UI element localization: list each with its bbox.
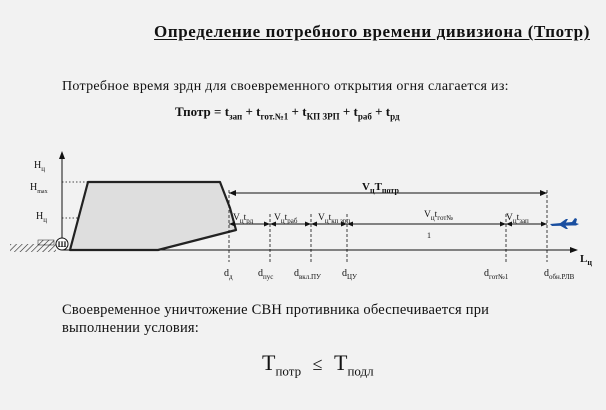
- formula-term: $t_{раб}$: [353, 104, 372, 122]
- intro-text: Потребное время зрдн для своевременного открытия огня слагается из:: [62, 79, 509, 94]
- distance-mark-d-d: $d_д$: [224, 268, 233, 281]
- segment-label-rab: $V_цt_{раб}$: [274, 213, 298, 225]
- condition-symbol: ≤: [312, 354, 323, 374]
- distance-mark-d-obn: $d_{обн.РЛВ}$: [544, 268, 575, 281]
- distance-mark-d-pus: $d_{пус}$: [258, 268, 274, 281]
- target-aircraft-icon: [550, 218, 579, 229]
- formula-term: $t_{рд}$: [385, 104, 400, 122]
- distance-mark-d-got1: $d_{гот№1}$: [484, 268, 509, 281]
- total-interval-label: $V_цT_{потр}$: [362, 181, 399, 195]
- axis-label-h-target: $H_ц$: [36, 211, 47, 224]
- slide-title: Определение потребного времени дивизиона (Тпотр): [154, 22, 590, 41]
- formula-term: $t_{КП ЗРП}$: [302, 104, 340, 122]
- formula-lhs: Тпотр: [175, 104, 211, 119]
- axis-label-h-top: $H_ц$: [34, 160, 45, 173]
- distance-mark-d-vkl-pu: $d_{вкл.ПУ}$: [294, 268, 321, 281]
- condition-right: $T_{подл}$: [333, 350, 374, 379]
- segment-note: 1: [427, 231, 431, 240]
- axis-label-l: $L_ц$: [580, 253, 592, 267]
- horizontal-axis-arrow: [570, 247, 578, 253]
- vertical-axis-arrow: [59, 151, 65, 159]
- total-interval-arrow-right: [540, 190, 547, 196]
- condition-left: $T_{потр}$: [262, 350, 302, 379]
- segment-label-kp-zrp: $V_цt_{кп зрп}$: [318, 213, 351, 225]
- segment-label-zap: $V_цt_{зап}$: [506, 213, 529, 225]
- segment-arrow-right: [541, 222, 547, 227]
- launcher-mark: Ш: [57, 240, 67, 249]
- segment-arrow: [264, 222, 270, 227]
- formula-term: $t_{гот.№1}$: [256, 104, 289, 122]
- condition-formula: [262, 350, 374, 379]
- conclusion-line-2: выполнении условия:: [62, 320, 200, 336]
- time-formula: Тпотр = $t_{зап} + t_{гот.№1} + t_{КП ЗРП} + t_{раб} + t_{рд}$: [175, 104, 400, 122]
- distance-mark-d-cu: $d_{ЦУ}$: [342, 268, 358, 281]
- axis-label-h-max: $H_{max}$: [30, 182, 48, 195]
- engagement-zone: [70, 182, 236, 250]
- segment-arrow: [305, 222, 311, 227]
- segment-label-rd: $V_цt_{рд}$: [233, 213, 254, 225]
- formula-term: $t_{зап}$: [224, 104, 243, 122]
- total-interval-arrow-left: [229, 190, 236, 196]
- conclusion-line-1: Своевременное уничтожение СВН противника обеспечивается при: [62, 302, 490, 318]
- segment-label-got: $V_цt_{гот№}$: [424, 210, 454, 222]
- segment-arrow: [311, 222, 317, 227]
- launcher-base: [38, 240, 54, 245]
